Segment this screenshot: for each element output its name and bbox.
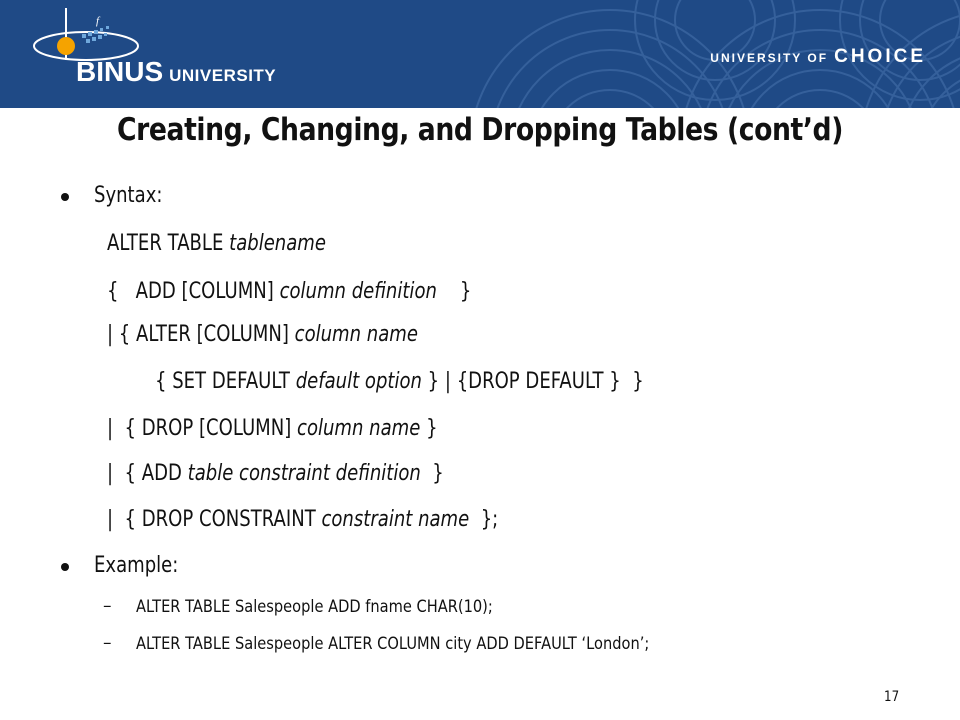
syntax-line — [107, 322, 418, 347]
syntax-keyword: | { DROP [COLUMN] — [107, 416, 298, 441]
syntax-keyword: | { ALTER [COLUMN] — [107, 322, 295, 347]
syntax-label: Syntax: — [94, 183, 163, 208]
syntax-keyword: | { ADD — [107, 461, 188, 486]
syntax-placeholder: table constraint definition — [187, 461, 421, 486]
syntax-placeholder: column definition — [279, 279, 437, 304]
syntax-line — [107, 416, 438, 441]
syntax-line — [107, 461, 444, 486]
header-banner — [0, 0, 960, 108]
syntax-placeholder: tablename — [229, 231, 326, 256]
page-number: 17 — [884, 689, 900, 705]
syntax-line — [107, 231, 326, 256]
syntax-line — [155, 369, 644, 394]
syntax-trailing: }; — [469, 507, 499, 532]
slide-title: Creating, Changing, and Dropping Tables (cont’d) — [117, 112, 843, 148]
syntax-line — [107, 279, 471, 304]
tagline-choice: CHOICE — [834, 46, 926, 67]
syntax-placeholder: column name — [294, 322, 418, 347]
syntax-trailing: } — [420, 461, 444, 486]
tagline-prefix: UNIVERSITY OF — [710, 51, 829, 65]
syntax-keyword: { SET DEFAULT — [155, 369, 296, 394]
example-item: ALTER TABLE Salespeople ADD fname CHAR(10); — [136, 597, 493, 617]
syntax-keyword: | { DROP CONSTRAINT — [107, 507, 322, 532]
syntax-line — [107, 507, 498, 532]
syntax-placeholder: constraint name — [321, 507, 470, 532]
dash-icon: – — [103, 633, 112, 653]
bullet-icon — [61, 563, 69, 571]
dash-icon: – — [103, 596, 112, 616]
syntax-trailing: } | {DROP DEFAULT } } — [421, 369, 644, 394]
syntax-trailing: } — [420, 416, 438, 441]
logo-sub-text: UNIVERSITY — [169, 66, 277, 85]
logo-main-text: BINUS — [76, 56, 164, 87]
logo-wordmark — [76, 56, 276, 88]
example-item: ALTER TABLE Salespeople ALTER COLUMN city ADD DEFAULT ‘London’; — [136, 634, 650, 654]
syntax-keyword: { ADD [COLUMN] — [107, 279, 280, 304]
syntax-placeholder: default option — [295, 369, 422, 394]
svg-text:f: f — [96, 15, 100, 27]
bullet-icon — [61, 193, 69, 201]
syntax-trailing: } — [436, 279, 472, 304]
syntax-placeholder: column name — [297, 416, 421, 441]
syntax-keyword: ALTER TABLE — [107, 231, 230, 256]
tagline — [710, 46, 926, 68]
example-label: Example: — [94, 553, 179, 578]
